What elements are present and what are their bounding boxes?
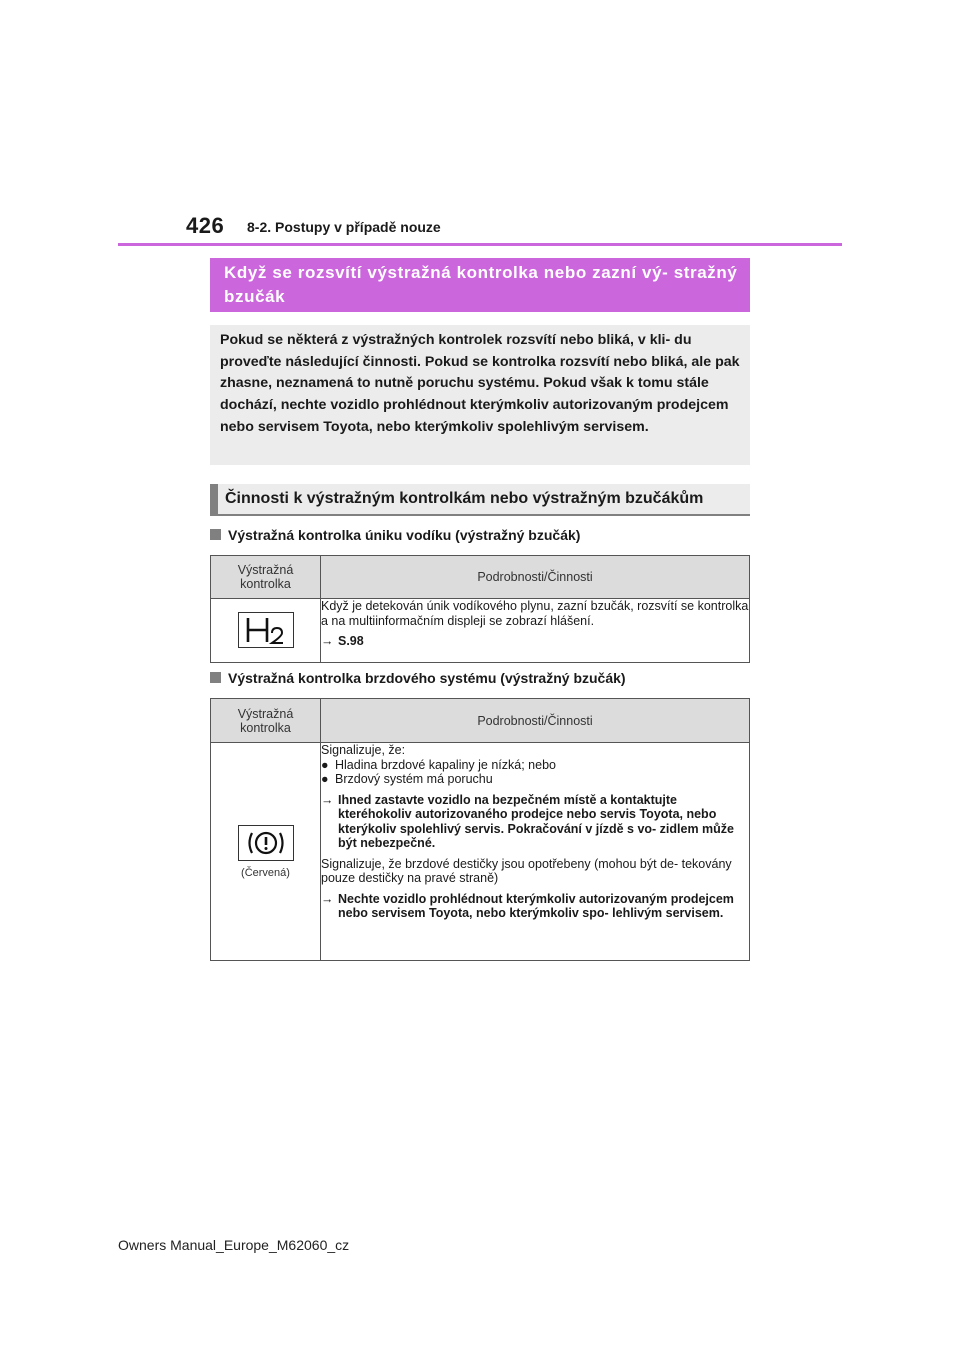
heading-banner [210, 258, 750, 312]
indicator-cell [211, 743, 321, 961]
page-reference-link[interactable]: S.98 [338, 634, 364, 648]
footer-text: Owners Manual_Europe_M62060_cz [118, 1237, 350, 1253]
header-col-details: Podrobnosti/Činnosti [321, 556, 750, 599]
details-cell [321, 599, 750, 663]
header-col-details: Podrobnosti/Činnosti [321, 699, 750, 743]
table-header-row [211, 556, 750, 599]
detail-note: Signalizuje, že brzdové destičky jsou opotřebeny (mohou být de- tekovány pouze destičky na pravé straně) [321, 856, 732, 885]
page-number: 426 [186, 213, 225, 238]
table-row [211, 599, 750, 663]
item-title-brake [210, 670, 626, 686]
list-item [321, 758, 749, 773]
bullet-dot-icon: ● [321, 757, 329, 772]
header-col-indicator: Výstražná kontrolka [211, 556, 321, 599]
icon-caption: (Červená) [241, 866, 290, 879]
bullet-dot-icon: ● [321, 772, 329, 786]
brake-warning-icon [238, 825, 294, 861]
square-bullet-icon [210, 529, 221, 540]
action-line [321, 892, 749, 921]
list-item-text: Brzdový systém má poruchu [335, 772, 493, 786]
arrow-icon: → [321, 792, 334, 807]
arrow-icon: → [321, 634, 334, 648]
header-rule [118, 243, 842, 246]
table-row [211, 743, 750, 961]
subheading-text: Činnosti k výstražným kontrolkám nebo výstražným bzučákům [225, 490, 704, 507]
item-title-hydrogen [210, 527, 580, 543]
action-text: Nechte vozidlo prohlédnout kterýmkoliv autorizovaným prodejcem nebo servisem Toyota, nebo kterýmkoliv spo- lehlivým servisem. [338, 891, 734, 920]
banner-title: Když se rozsvítí výstražná kontrolka nebo zazní vý- stražný bzučák [224, 263, 738, 306]
warning-table-brake [210, 698, 750, 961]
square-bullet-icon [210, 672, 221, 683]
subheading [210, 484, 750, 516]
intro-text: Pokud se některá z výstražných kontrolek rozsvítí nebo bliká, v kli- du proveďte následující činnosti. Pokud se kontrolka rozsvítí nebo bliká, ale pak zhasne, neznamená to nutně poruchu systému. Pokud však k tomu stále dochází, nechte vozidlo prohlédnout kterýmkoliv autorizovaným prodejcem nebo servisem Toyota, nebo kterýmkoliv spolehlivým servisem. [220, 332, 740, 435]
detail-text: Když je detekován únik vodíkového plynu, zazní bzučák, rozsvítí se kontrolka a na multiinformačním displeji se zobrazí hlášení. [321, 599, 749, 628]
action-line [321, 793, 749, 851]
intro-box [210, 325, 750, 465]
detail-intro: Signalizuje, že: [321, 743, 406, 757]
indicator-cell [211, 599, 321, 663]
item-title-text: Výstražná kontrolka úniku vodíku (výstražný bzučák) [228, 527, 581, 543]
section-title: 8-2. Postupy v případě nouze [247, 219, 441, 235]
list-item-text: Hladina brzdové kapaliny je nízká; nebo [335, 757, 556, 772]
header-col-indicator: Výstražná kontrolka [211, 699, 321, 743]
item-title-text: Výstražná kontrolka brzdového systému (výstražný bzučák) [228, 670, 626, 686]
h2-icon [238, 612, 294, 648]
arrow-icon: → [321, 891, 334, 906]
action-text: Ihned zastavte vozidlo na bezpečném místě a kontaktujte kteréhokoliv autorizovaného prodejce nebo servis Toyota, nebo kterýkoliv spolehlivý servis. Pokračování v jízdě s vo- zidlem může být nebezpečné. [338, 792, 735, 850]
list-item [321, 772, 749, 787]
table-header-row [211, 699, 750, 743]
action-line [321, 634, 749, 649]
details-cell [321, 743, 750, 961]
warning-table-hydrogen [210, 555, 750, 663]
